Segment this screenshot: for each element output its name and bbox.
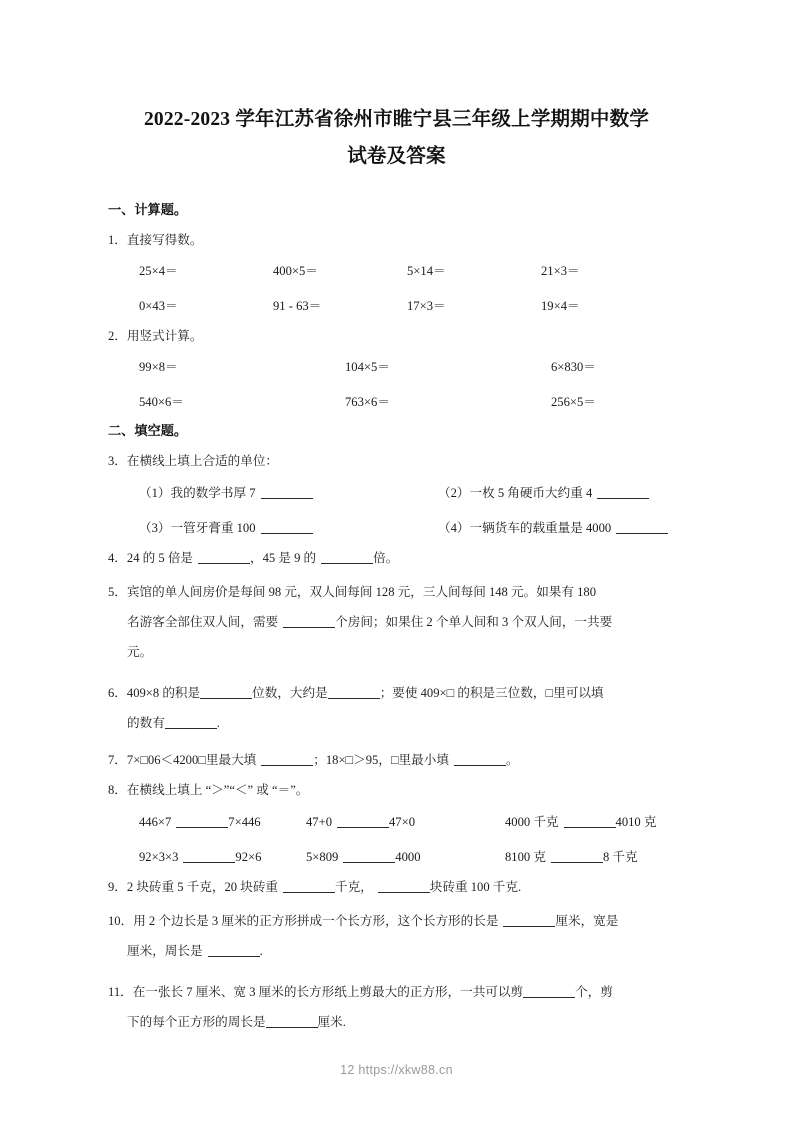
question-4: 4．24 的 5 倍是 ，45 是 9 的 倍。 [108,551,399,565]
question-10: 10．用 2 个边长是 3 厘米的正方形拼成一个长方形，这个长方形的长是 厘米，宽是 厘米，周长是 . [108,906,685,966]
answer-blank[interactable] [597,486,649,499]
calc-item: 17×3＝ [407,299,446,313]
question-3-item-1: （1）我的数学书厚 7 [139,485,438,501]
question-10-line-2: 厘米，周长是 . [127,944,263,958]
question-9: 9．2 块砖重 5 千克，20 块砖重 千克， 块砖重 100 千克. [108,880,522,894]
calc-item: 540×6＝ [139,395,184,409]
calc-item: 91 - 63＝ [273,299,322,313]
question-6-line-2: 的数有 . [127,716,220,730]
compare-item: 4000 千克 4010 克 [505,815,657,829]
answer-blank[interactable] [337,815,389,828]
answer-blank[interactable] [176,815,228,828]
question-1-prompt: 1．直接写得数。 [108,233,203,247]
question-3-row-1 [108,485,685,501]
calc-item: 6×830＝ [551,360,596,374]
answer-blank[interactable] [183,850,235,863]
answer-blank[interactable] [564,815,616,828]
calc-item: 256×5＝ [551,395,596,409]
calc-item: 104×5＝ [345,360,390,374]
question-3-prompt: 3．在横线上填上合适的单位： [108,454,279,468]
calc-item: 19×4＝ [541,299,580,313]
section-heading-2: 二、填空题。 [108,423,188,438]
calc-item: 99×8＝ [139,360,178,374]
calc-item: 763×6＝ [345,395,390,409]
question-6: 6．409×8 的积是 位数，大约是 ；要使 409×□ 的积是三位数，□里可以填 的数有 . [108,678,685,738]
question-2-row-1 [108,359,685,375]
answer-blank[interactable] [266,1015,318,1028]
question-2-row-2 [108,394,685,410]
question-5-line-2: 名游客全部住双人间，需要 个房间；如果住 2 个单人间和 3 个双人间，一共要 [127,615,613,629]
answer-blank[interactable] [261,486,313,499]
compare-item: 446×7 7×446 [139,815,261,829]
calc-item: 0×43＝ [139,299,178,313]
answer-blank[interactable] [261,753,313,766]
calc-item: 21×3＝ [541,264,580,278]
answer-blank[interactable] [503,914,555,927]
question-5: 5．宾馆的单人间房价是每间 98 元，双人间每间 128 元，三人间每间 148 元。如果有 180 名游客全部住双人间，需要 个房间；如果住 2 个单人间和 3 个双人间，一共要 元。 [108,577,685,667]
question-8-prompt: 8．在横线上填上 “＞”“＜” 或 “＝”。 [108,783,309,797]
answer-blank[interactable] [261,521,313,534]
calc-item: 5×14＝ [407,264,446,278]
question-1-row-1 [108,263,685,279]
section-heading-1: 一、计算题。 [108,202,188,217]
question-11-line-2: 下的每个正方形的周长是 厘米. [127,1015,346,1029]
answer-blank[interactable] [523,985,575,998]
answer-blank[interactable] [165,716,217,729]
answer-blank[interactable] [198,551,250,564]
question-1-row-2 [108,298,685,314]
compare-item: 8100 克 8 千克 [505,850,638,864]
question-8-row-1 [108,814,685,830]
page-footer-watermark: 12 https://xkw88.cn [340,1063,453,1077]
calc-item: 25×4＝ [139,264,178,278]
question-3-item-2: （2）一枚 5 角硬币大约重 4 [438,485,737,501]
title-line-2: 试卷及答案 [347,146,446,167]
question-8-row-2 [108,849,685,865]
answer-blank[interactable] [328,686,380,699]
compare-item: 5×809 4000 [306,850,421,864]
answer-blank[interactable] [321,551,373,564]
calc-item: 400×5＝ [273,264,318,278]
question-11: 11．在一张长 7 厘米、宽 3 厘米的长方形纸上剪最大的正方形，一共可以剪 个，剪 下的每个正方形的周长是 厘米. [108,977,685,1037]
answer-blank[interactable] [454,753,506,766]
answer-blank[interactable] [551,850,603,863]
answer-blank[interactable] [200,686,252,699]
question-3-row-2 [108,520,685,536]
question-3-item-4: （4）一辆货车的载重量是 4000 [438,520,737,536]
question-3-item-3: （3）一管牙膏重 100 [139,520,438,536]
answer-blank[interactable] [208,944,260,957]
question-7: 7．7×□06＜4200□里最大填 ；18×□＞95，□里最小填 。 [108,753,519,767]
answer-blank[interactable] [343,850,395,863]
question-2-prompt: 2．用竖式计算。 [108,329,203,343]
compare-item: 47+0 47×0 [306,815,415,829]
answer-blank[interactable] [616,521,668,534]
answer-blank[interactable] [378,880,430,893]
answer-blank[interactable] [283,880,335,893]
question-5-line-3: 元。 [127,645,153,659]
title-line-1: 2022-2023 学年江苏省徐州市睢宁县三年级上学期期中数学 [143,109,650,130]
page-title [108,0,685,175]
compare-item: 92×3×3 92×6 [139,850,262,864]
answer-blank[interactable] [283,615,335,628]
